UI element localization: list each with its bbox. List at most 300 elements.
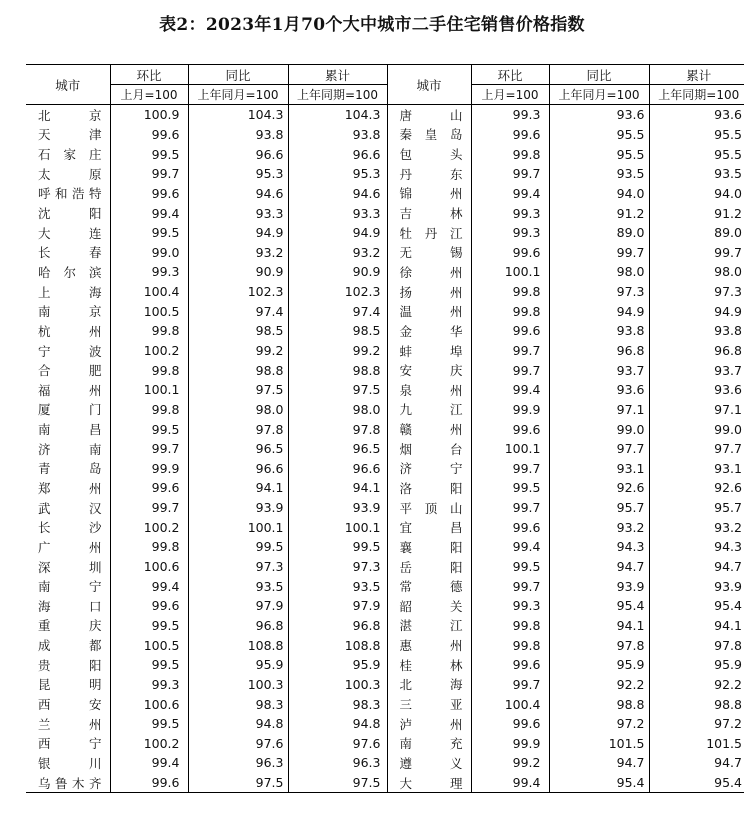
left-yoy-cell: 94.9 xyxy=(188,223,288,243)
right-mom-cell: 99.6 xyxy=(471,419,549,439)
right-yoy-cell: 94.0 xyxy=(549,184,649,204)
left-mom-cell: 99.6 xyxy=(110,596,188,616)
right-yoy-cell: 101.5 xyxy=(549,734,649,754)
right-cum-cell: 97.1 xyxy=(714,401,742,417)
left-city-cell: 宁 波 xyxy=(26,341,110,361)
left-mom-cell: 100.6 xyxy=(110,694,188,714)
right-mom-cell: 99.9 xyxy=(471,734,549,754)
left-mom-cell: 99.3 xyxy=(110,675,188,695)
right-cum-cell: 97.3 xyxy=(714,284,742,300)
table-row xyxy=(26,537,744,557)
left-mom-cell: 99.4 xyxy=(110,753,188,773)
right-yoy-cell: 98.0 xyxy=(549,262,649,282)
right-yoy-cell: 92.6 xyxy=(549,478,649,498)
right-cum-cell: 97.8 xyxy=(714,637,742,653)
left-city-cell: 太 原 xyxy=(26,164,110,184)
left-mom-cell: 99.5 xyxy=(110,714,188,734)
left-city-cell: 重 庆 xyxy=(26,616,110,636)
right-cum-cell: 92.2 xyxy=(714,676,742,692)
left-city-cell: 长 春 xyxy=(26,242,110,262)
right-mom-cell: 99.7 xyxy=(471,459,549,479)
right-cum-cell: 93.7 xyxy=(714,362,742,378)
right-mom-cell: 100.1 xyxy=(471,262,549,282)
table-row xyxy=(26,419,744,439)
left-yoy-cell: 96.8 xyxy=(188,616,288,636)
right-cum-cell: 99.0 xyxy=(714,421,742,437)
table-row xyxy=(26,675,744,695)
left-cum-cell: 96.6 xyxy=(288,459,387,479)
right-city-cell: 平顶山 xyxy=(387,498,471,518)
left-city-cell: 福 州 xyxy=(26,380,110,400)
right-mom-cell: 99.4 xyxy=(471,184,549,204)
left-yoy-cell: 93.3 xyxy=(188,203,288,223)
right-mom-cell: 99.7 xyxy=(471,675,549,695)
right-city-cell: 丹 东 xyxy=(387,164,471,184)
yoy-header: 同比 xyxy=(549,65,649,85)
left-mom-cell: 99.8 xyxy=(110,400,188,420)
left-city-cell: 南 京 xyxy=(26,301,110,321)
left-cum-cell: 97.5 xyxy=(288,773,387,793)
left-mom-cell: 100.5 xyxy=(110,301,188,321)
table-body xyxy=(26,105,744,793)
right-yoy-cell: 97.2 xyxy=(549,714,649,734)
right-city-cell: 金 华 xyxy=(387,321,471,341)
right-city-cell: 温 州 xyxy=(387,301,471,321)
left-mom-cell: 99.4 xyxy=(110,203,188,223)
right-mom-cell: 99.8 xyxy=(471,301,549,321)
right-mom-cell: 99.6 xyxy=(471,125,549,145)
left-cum-cell: 97.9 xyxy=(288,596,387,616)
left-mom-cell: 99.5 xyxy=(110,419,188,439)
left-city-cell: 哈尔滨 xyxy=(26,262,110,282)
right-cum-cell: 94.9 xyxy=(714,303,742,319)
left-mom-cell: 99.4 xyxy=(110,576,188,596)
left-city-cell: 贵 阳 xyxy=(26,655,110,675)
table-row xyxy=(26,184,744,204)
right-yoy-cell: 94.3 xyxy=(549,537,649,557)
left-cum-cell: 93.9 xyxy=(288,498,387,518)
right-yoy-cell: 92.2 xyxy=(549,675,649,695)
right-city-cell: 桂 林 xyxy=(387,655,471,675)
left-cum-cell: 93.3 xyxy=(288,203,387,223)
left-city-cell: 海 口 xyxy=(26,596,110,616)
right-mom-cell: 99.4 xyxy=(471,537,549,557)
table-row xyxy=(26,400,744,420)
right-yoy-cell: 93.6 xyxy=(549,105,649,125)
left-cum-cell: 99.2 xyxy=(288,341,387,361)
left-yoy-cell: 99.5 xyxy=(188,537,288,557)
left-city-cell: 天 津 xyxy=(26,125,110,145)
right-yoy-cell: 93.1 xyxy=(549,459,649,479)
table-row xyxy=(26,694,744,714)
right-yoy-cell: 94.1 xyxy=(549,616,649,636)
right-mom-cell: 99.8 xyxy=(471,144,549,164)
table-row xyxy=(26,105,744,125)
yoy-base-header: 上年同月=100 xyxy=(549,85,649,105)
right-mom-cell: 99.5 xyxy=(471,478,549,498)
left-cum-cell: 100.1 xyxy=(288,517,387,537)
right-city-cell: 无 锡 xyxy=(387,242,471,262)
table-row xyxy=(26,164,744,184)
mom-header: 环比 xyxy=(110,65,188,85)
right-yoy-cell: 91.2 xyxy=(549,203,649,223)
left-yoy-cell: 90.9 xyxy=(188,262,288,282)
left-yoy-cell: 97.6 xyxy=(188,734,288,754)
left-yoy-cell: 99.2 xyxy=(188,341,288,361)
left-cum-cell: 100.3 xyxy=(288,675,387,695)
right-city-cell: 三 亚 xyxy=(387,694,471,714)
left-mom-cell: 99.9 xyxy=(110,459,188,479)
right-cum-cell: 93.1 xyxy=(714,460,742,476)
right-yoy-cell: 93.8 xyxy=(549,321,649,341)
left-mom-cell: 99.6 xyxy=(110,773,188,793)
right-cum-cell: 97.2 xyxy=(714,716,742,732)
right-cum-cell: 94.7 xyxy=(714,559,742,575)
right-yoy-cell: 93.9 xyxy=(549,576,649,596)
left-yoy-cell: 98.0 xyxy=(188,400,288,420)
left-mom-cell: 99.3 xyxy=(110,262,188,282)
left-yoy-cell: 98.3 xyxy=(188,694,288,714)
right-yoy-cell: 97.7 xyxy=(549,439,649,459)
table-row xyxy=(26,321,744,341)
left-city-cell: 北 京 xyxy=(26,105,110,125)
left-city-cell: 呼和浩特 xyxy=(26,184,110,204)
left-city-cell: 沈 阳 xyxy=(26,203,110,223)
right-mom-cell: 99.4 xyxy=(471,773,549,793)
right-mom-cell: 99.8 xyxy=(471,282,549,302)
right-city-cell: 徐 州 xyxy=(387,262,471,282)
city-header: 城市 xyxy=(26,65,110,105)
header-row xyxy=(26,65,744,85)
left-yoy-cell: 95.3 xyxy=(188,164,288,184)
left-yoy-cell: 108.8 xyxy=(188,635,288,655)
right-cum-cell: 98.0 xyxy=(714,264,742,280)
right-yoy-cell: 95.4 xyxy=(549,773,649,793)
left-yoy-cell: 93.2 xyxy=(188,242,288,262)
right-mom-cell: 100.1 xyxy=(471,439,549,459)
right-cum-cell: 95.4 xyxy=(714,598,742,614)
yoy-header: 同比 xyxy=(188,65,288,85)
left-cum-cell: 94.1 xyxy=(288,478,387,498)
right-yoy-cell: 93.6 xyxy=(549,380,649,400)
left-mom-cell: 99.6 xyxy=(110,478,188,498)
right-cum-cell: 101.5 xyxy=(706,735,742,751)
left-cum-cell: 93.5 xyxy=(288,576,387,596)
left-city-cell: 青 岛 xyxy=(26,459,110,479)
right-cum-cell: 91.2 xyxy=(714,205,742,221)
mom-header: 环比 xyxy=(471,65,549,85)
left-mom-cell: 100.1 xyxy=(110,380,188,400)
left-mom-cell: 100.5 xyxy=(110,635,188,655)
left-mom-cell: 100.2 xyxy=(110,341,188,361)
mom-base-header: 上月=100 xyxy=(471,85,549,105)
left-cum-cell: 98.0 xyxy=(288,400,387,420)
right-cum-cell: 95.5 xyxy=(714,146,742,162)
right-yoy-cell: 95.9 xyxy=(549,655,649,675)
table-row xyxy=(26,616,744,636)
right-mom-cell: 99.6 xyxy=(471,321,549,341)
left-city-cell: 广 州 xyxy=(26,537,110,557)
left-cum-cell: 97.4 xyxy=(288,301,387,321)
right-city-cell: 韶 关 xyxy=(387,596,471,616)
right-city-cell: 扬 州 xyxy=(387,282,471,302)
right-mom-cell: 99.3 xyxy=(471,105,549,125)
left-cum-cell: 96.3 xyxy=(288,753,387,773)
left-yoy-cell: 100.3 xyxy=(188,675,288,695)
left-city-cell: 南 昌 xyxy=(26,419,110,439)
left-city-cell: 长 沙 xyxy=(26,517,110,537)
table-row xyxy=(26,242,744,262)
left-cum-cell: 94.6 xyxy=(288,184,387,204)
left-cum-cell: 97.3 xyxy=(288,557,387,577)
right-mom-cell: 99.6 xyxy=(471,655,549,675)
left-mom-cell: 99.7 xyxy=(110,498,188,518)
right-city-cell: 蚌 埠 xyxy=(387,341,471,361)
table-row xyxy=(26,714,744,734)
right-yoy-cell: 95.5 xyxy=(549,125,649,145)
right-city-cell: 襄 阳 xyxy=(387,537,471,557)
table-row xyxy=(26,596,744,616)
left-city-cell: 乌鲁木齐 xyxy=(26,773,110,793)
left-cum-cell: 104.3 xyxy=(288,105,387,125)
right-yoy-cell: 95.7 xyxy=(549,498,649,518)
right-cum-cell: 96.8 xyxy=(714,343,742,358)
left-city-cell: 昆 明 xyxy=(26,675,110,695)
right-mom-cell: 99.3 xyxy=(471,203,549,223)
right-yoy-cell: 98.8 xyxy=(549,694,649,714)
table-row xyxy=(26,517,744,537)
table-row xyxy=(26,125,744,145)
right-city-cell: 秦皇岛 xyxy=(387,125,471,145)
left-yoy-cell: 98.5 xyxy=(188,321,288,341)
table-row xyxy=(26,498,744,518)
right-yoy-cell: 94.7 xyxy=(549,557,649,577)
table-row xyxy=(26,655,744,675)
left-city-cell: 银 川 xyxy=(26,753,110,773)
cum-header: 累计 xyxy=(649,65,744,85)
left-mom-cell: 99.8 xyxy=(110,537,188,557)
right-yoy-cell: 99.0 xyxy=(549,419,649,439)
table-row xyxy=(26,341,744,361)
left-yoy-cell: 97.5 xyxy=(188,380,288,400)
left-yoy-cell: 95.9 xyxy=(188,655,288,675)
left-yoy-cell: 104.3 xyxy=(188,105,288,125)
right-city-cell: 唐 山 xyxy=(387,105,471,125)
left-yoy-cell: 96.5 xyxy=(188,439,288,459)
left-yoy-cell: 94.6 xyxy=(188,184,288,204)
right-city-cell: 常 德 xyxy=(387,576,471,596)
city-header: 城市 xyxy=(387,65,471,105)
right-mom-cell: 99.6 xyxy=(471,714,549,734)
left-mom-cell: 99.6 xyxy=(110,184,188,204)
left-cum-cell: 96.8 xyxy=(288,616,387,636)
left-cum-cell: 96.5 xyxy=(288,439,387,459)
left-cum-cell: 94.9 xyxy=(288,223,387,243)
left-mom-cell: 99.6 xyxy=(110,125,188,145)
left-cum-cell: 98.5 xyxy=(288,321,387,341)
right-cum-cell: 94.3 xyxy=(714,539,742,555)
left-city-cell: 成 都 xyxy=(26,635,110,655)
left-cum-cell: 108.8 xyxy=(288,635,387,655)
left-mom-cell: 99.8 xyxy=(110,321,188,341)
left-cum-cell: 97.5 xyxy=(288,380,387,400)
left-yoy-cell: 97.5 xyxy=(188,773,288,793)
right-mom-cell: 99.9 xyxy=(471,400,549,420)
right-cum-cell: 93.6 xyxy=(714,107,742,123)
right-cum-cell: 97.7 xyxy=(714,441,742,457)
right-mom-cell: 99.6 xyxy=(471,517,549,537)
left-city-cell: 石家庄 xyxy=(26,144,110,164)
right-cum-cell: 93.9 xyxy=(714,578,742,594)
left-yoy-cell: 94.1 xyxy=(188,478,288,498)
right-yoy-cell: 97.1 xyxy=(549,400,649,420)
right-cum-cell: 95.9 xyxy=(714,657,742,673)
left-yoy-cell: 96.6 xyxy=(188,459,288,479)
right-city-cell: 牡丹江 xyxy=(387,223,471,243)
left-mom-cell: 100.4 xyxy=(110,282,188,302)
left-yoy-cell: 97.9 xyxy=(188,596,288,616)
left-city-cell: 郑 州 xyxy=(26,478,110,498)
right-cum-cell: 93.2 xyxy=(714,519,742,535)
table-row xyxy=(26,635,744,655)
right-city-cell: 岳 阳 xyxy=(387,557,471,577)
right-yoy-cell: 95.4 xyxy=(549,596,649,616)
left-cum-cell: 98.3 xyxy=(288,694,387,714)
left-mom-cell: 100.2 xyxy=(110,734,188,754)
left-yoy-cell: 94.8 xyxy=(188,714,288,734)
right-city-cell: 济 宁 xyxy=(387,459,471,479)
table-row xyxy=(26,576,744,596)
right-city-cell: 惠 州 xyxy=(387,635,471,655)
right-city-cell: 北 海 xyxy=(387,675,471,695)
right-yoy-cell: 96.8 xyxy=(549,341,649,361)
left-mom-cell: 99.5 xyxy=(110,616,188,636)
table-row xyxy=(26,773,744,793)
right-cum-cell: 95.7 xyxy=(714,500,742,516)
right-city-cell: 大 理 xyxy=(387,773,471,793)
right-yoy-cell: 97.3 xyxy=(549,282,649,302)
left-city-cell: 杭 州 xyxy=(26,321,110,341)
table-row xyxy=(26,753,744,773)
left-yoy-cell: 97.4 xyxy=(188,301,288,321)
right-mom-cell: 99.7 xyxy=(471,576,549,596)
cum-base-header: 上年同期=100 xyxy=(649,85,744,105)
right-yoy-cell: 89.0 xyxy=(549,223,649,243)
left-city-cell: 兰 州 xyxy=(26,714,110,734)
right-cum-cell: 99.7 xyxy=(714,244,742,260)
left-cum-cell: 97.6 xyxy=(288,734,387,754)
right-yoy-cell: 99.7 xyxy=(549,242,649,262)
left-mom-cell: 100.2 xyxy=(110,517,188,537)
right-mom-cell: 99.6 xyxy=(471,242,549,262)
right-yoy-cell: 93.2 xyxy=(549,517,649,537)
right-cum-cell: 94.0 xyxy=(714,185,742,201)
right-mom-cell: 99.8 xyxy=(471,616,549,636)
right-mom-cell: 99.2 xyxy=(471,753,549,773)
right-cum-cell: 98.8 xyxy=(714,696,742,712)
left-yoy-cell: 100.1 xyxy=(188,517,288,537)
table-row xyxy=(26,360,744,380)
table-row xyxy=(26,557,744,577)
right-cum-cell: 94.7 xyxy=(714,755,742,771)
left-mom-cell: 99.0 xyxy=(110,242,188,262)
right-mom-cell: 99.7 xyxy=(471,498,549,518)
left-mom-cell: 99.5 xyxy=(110,144,188,164)
right-yoy-cell: 94.7 xyxy=(549,753,649,773)
right-city-cell: 宜 昌 xyxy=(387,517,471,537)
mom-base-header: 上月=100 xyxy=(110,85,188,105)
left-cum-cell: 93.2 xyxy=(288,242,387,262)
right-city-cell: 赣 州 xyxy=(387,419,471,439)
right-city-cell: 泉 州 xyxy=(387,380,471,400)
right-yoy-cell: 94.9 xyxy=(549,301,649,321)
right-mom-cell: 100.4 xyxy=(471,694,549,714)
cum-header: 累计 xyxy=(288,65,387,85)
table-row xyxy=(26,203,744,223)
left-city-cell: 厦 门 xyxy=(26,400,110,420)
table-row xyxy=(26,734,744,754)
left-city-cell: 大 连 xyxy=(26,223,110,243)
left-mom-cell: 100.6 xyxy=(110,557,188,577)
right-yoy-cell: 95.5 xyxy=(549,144,649,164)
price-index-table xyxy=(26,64,744,793)
right-mom-cell: 99.3 xyxy=(471,223,549,243)
yoy-base-header: 上年同月=100 xyxy=(188,85,288,105)
table-row xyxy=(26,459,744,479)
table-row xyxy=(26,478,744,498)
left-city-cell: 南 宁 xyxy=(26,576,110,596)
left-cum-cell: 95.3 xyxy=(288,164,387,184)
right-mom-cell: 99.7 xyxy=(471,341,549,361)
table-row xyxy=(26,439,744,459)
right-cum-cell: 95.5 xyxy=(714,126,742,142)
right-city-cell: 洛 阳 xyxy=(387,478,471,498)
right-cum-cell: 89.0 xyxy=(714,225,742,241)
left-cum-cell: 93.8 xyxy=(288,125,387,145)
right-city-cell: 九 江 xyxy=(387,400,471,420)
left-yoy-cell: 97.3 xyxy=(188,557,288,577)
left-yoy-cell: 96.3 xyxy=(188,753,288,773)
left-cum-cell: 94.8 xyxy=(288,714,387,734)
table-row xyxy=(26,223,744,243)
left-cum-cell: 96.6 xyxy=(288,144,387,164)
header-base-row xyxy=(26,85,744,105)
left-city-cell: 深 圳 xyxy=(26,557,110,577)
left-cum-cell: 90.9 xyxy=(288,262,387,282)
table-title: 表2：2023年1月70个大中城市二手住宅销售价格指数 xyxy=(159,15,585,35)
left-yoy-cell: 97.8 xyxy=(188,419,288,439)
right-mom-cell: 99.3 xyxy=(471,596,549,616)
right-cum-cell: 93.5 xyxy=(714,166,742,182)
table-row xyxy=(26,282,744,302)
table-row xyxy=(26,262,744,282)
right-yoy-cell: 97.8 xyxy=(549,635,649,655)
left-mom-cell: 99.5 xyxy=(110,655,188,675)
left-city-cell: 合 肥 xyxy=(26,360,110,380)
left-yoy-cell: 96.6 xyxy=(188,144,288,164)
left-mom-cell: 100.9 xyxy=(110,105,188,125)
right-cum-cell: 92.6 xyxy=(714,480,742,496)
right-city-cell: 锦 州 xyxy=(387,184,471,204)
left-yoy-cell: 93.5 xyxy=(188,576,288,596)
left-city-cell: 济 南 xyxy=(26,439,110,459)
right-city-cell: 烟 台 xyxy=(387,439,471,459)
left-cum-cell: 102.3 xyxy=(288,282,387,302)
right-city-cell: 泸 州 xyxy=(387,714,471,734)
left-cum-cell: 97.8 xyxy=(288,419,387,439)
left-cum-cell: 95.9 xyxy=(288,655,387,675)
table-row xyxy=(26,301,744,321)
